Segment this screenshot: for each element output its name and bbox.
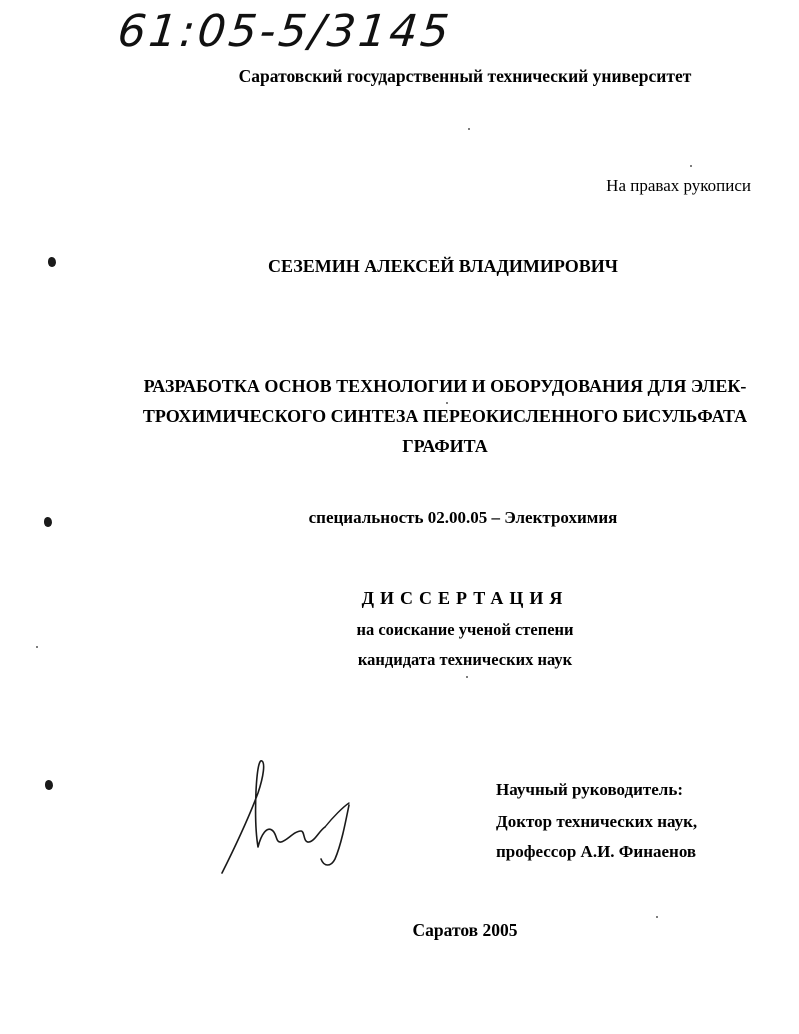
scan-speck xyxy=(446,402,448,404)
dissertation-heading: ДИССЕРТАЦИЯ xyxy=(361,588,569,608)
binding-hole-icon xyxy=(44,517,52,527)
specialty-line: специальность 02.00.05 – Электрохимия xyxy=(308,508,618,527)
scan-speck xyxy=(690,165,692,167)
thesis-title-line-1: РАЗРАБОТКА ОСНОВ ТЕХНОЛОГИИ И ОБОРУДОВАНИЯ ДЛЯ ЭЛЕК- xyxy=(143,376,747,396)
scan-speck xyxy=(466,676,468,678)
degree-line-1: на соискание ученой степени xyxy=(356,620,574,639)
archive-code-handwritten: 61:05-5/3145 xyxy=(115,6,455,57)
thesis-title-line-2: ТРОХИМИЧЕСКОГО СИНТЕЗА ПЕРЕОКИСЛЕННОГО БИСУЛЬФАТА xyxy=(142,406,748,426)
supervisor-degree: Доктор технических наук, xyxy=(496,812,698,831)
author-name: СЕЗЕМИН АЛЕКСЕЙ ВЛАДИМИРОВИЧ xyxy=(268,256,618,276)
university-name: Саратовский государственный технический университет xyxy=(238,66,692,86)
degree-line-2: кандидата технических наук xyxy=(357,650,573,669)
supervisor-label: Научный руководитель: xyxy=(496,780,683,799)
thesis-title-line-3: ГРАФИТА xyxy=(402,436,488,456)
scan-speck xyxy=(36,646,38,648)
binding-hole-icon xyxy=(48,257,56,267)
city-year: Саратов 2005 xyxy=(412,920,518,940)
scan-speck xyxy=(468,128,470,130)
binding-hole-icon xyxy=(45,780,53,790)
supervisor-name: профессор А.И. Финаенов xyxy=(496,842,697,861)
rights-note: На правах рукописи xyxy=(606,176,751,195)
handwritten-signature-icon xyxy=(215,755,365,880)
scan-speck xyxy=(656,916,658,918)
